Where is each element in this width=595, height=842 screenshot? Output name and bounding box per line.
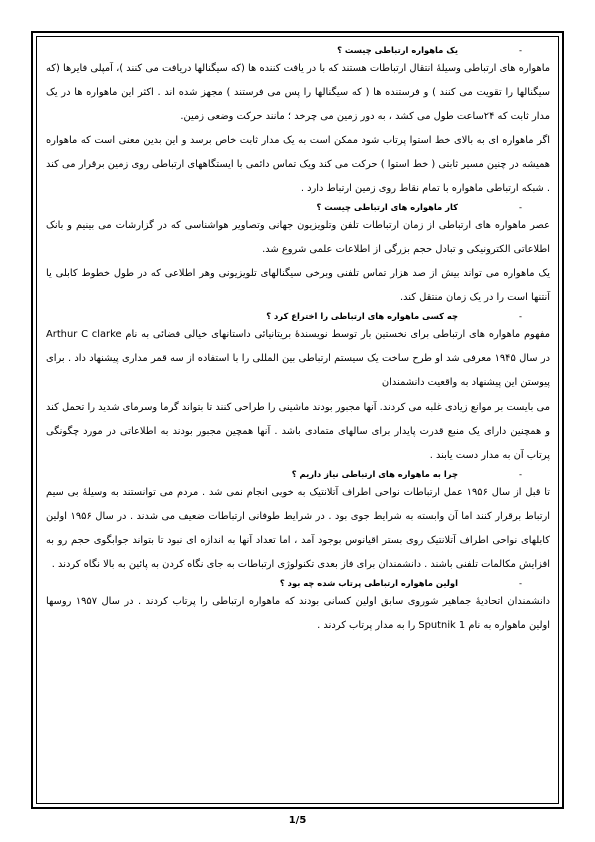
heading-text: چرا به ماهواره های ارتباطی نیاز داریم ؟: [291, 469, 458, 479]
heading-text: کار ماهواره های ارتباطی چیست ؟: [316, 202, 458, 212]
heading-bullet: -: [518, 45, 522, 55]
paragraph: یک ماهواره می تواند بیش از صد هزار تماس تلفنی وبرخی سیگنالهای تلویزیونی وهر اطلاعی که در طول خطوط کابلی یا آنتنها است را در یک زمان منتقل کند.: [46, 268, 550, 303]
paragraph: ماهواره های ارتباطی وسیلهٔ انتقال ارتباطات هستند که با در یافت کننده ها (که سیگنالها دریافت می کنند )، آمپلی فایرها (که سیگنالها را تقویت می کنند ) و فرستنده ها ( که سیگنالها را پس می فرستند ) مجهز شده اند . اکثر این ماهواره ها در یک مدار ثابت که ۲۴ساعت طول می کشد ، به دور زمین می چرخد ؛ مانند حرکت وضعی زمین.: [46, 63, 550, 122]
section-heading: [46, 44, 550, 57]
heading-bullet: -: [518, 202, 522, 212]
section-heading: [46, 577, 550, 590]
paragraph: دانشمندان اتحادیهٔ جماهیر شوروی سابق اولین کسانی بودند که ماهواره ارتباطی را پرتاب کردند . در سال ۱۹۵۷ روسها اولین ماهواره به نام Sputnik 1 را به مدار پرتاب کردند .: [46, 596, 550, 631]
paragraph: اگر ماهواره ای به بالای خط استوا پرتاب شود ممکن است به یک مدار ثابت خاص برسد و این بدین معنی است که ماهواره همیشه در چنین مسیر ثابتی ( خط استوا ) حرکت می کند ویک تماس دائمی با ایستگاههای ارتباطی روی زمین برقرار می کند . شبکه ارتباطی ماهواره با تمام نقاط روی زمین ارتباط دارد .: [46, 135, 550, 194]
section-heading: [46, 468, 550, 481]
paragraph: مفهوم ماهواره های ارتباطی برای نخستین بار توسط نویسندهٔ بریتانیائی داستانهای خیالی فضائی به نام Arthur C clarke در سال ۱۹۴۵ معرفی شد او طرح ساخت یک سیستم ارتباطی بین المللی را با استفاده از سه قمر مداری پیشنهاد داد . برای پیوستن این پیشنهاد به واقعیت دانشمندان: [46, 329, 550, 388]
page-number: 1/5: [288, 815, 307, 826]
paragraph: تا قبل از سال ۱۹۵۶ عمل ارتباطات نواحی اطراف آتلانتیک به خوبی انجام نمی شد . مردم می توانستند به وسیلهٔ بی سیم ارتباط برقرار کنند اما آن وابسته به شرایط جوی بود . در شرایط طوفانی ارتباطات ضعیف می شدند . در سال ۱۹۵۶ اولین کابلهای نواحی اطراف آتلانتیک روی بستر اقیانوس بوجود آمد ، اما تعداد آنها به اندازه ای نبود تا بتواند جوابگوی حجم رو به افزایش مکالمات تلفنی باشند . دانشمندان برای فاز بعدی تکنولوژی ارتباطات به جای نگاه کردن به پائین به بالا نگاه کردند .: [46, 487, 550, 570]
heading-text: یک ماهواره ارتباطی چیست ؟: [337, 45, 458, 55]
section-heading: [46, 310, 550, 323]
heading-text: چه کسی ماهواره های ارتباطی را اختراع کرد ؟: [266, 311, 458, 321]
section-heading: [46, 201, 550, 214]
paragraph: عصر ماهواره های ارتباطی از زمان ارتباطات تلفن وتلویزیون جهانی وتصاویر هواشناسی که در گزارشات می بینیم و بانک اطلاعاتی الکترونیکی و تبادل حجم بزرگی از اطلاعات علمی شروع شد.: [46, 220, 550, 255]
paragraph: می بایست بر موانع زیادی غلبه می کردند. آنها مجبور بودند ماشینی را طراحی کنند تا بتواند گرما وسرمای شدید را تحمل کند و همچنین دارای یک منبع قدرت پایدار برای سالهای متمادی باشد . آنها همچین مجبور بودند به اطلاعاتی در مورد چگونگی پرتاب آن به مدار دست یابند .: [46, 402, 550, 461]
heading-bullet: -: [518, 311, 522, 321]
document-body: [46, 44, 550, 638]
heading-bullet: -: [518, 469, 522, 479]
heading-bullet: -: [518, 578, 522, 588]
heading-text: اولین ماهواره ارتباطی پرتاب شده چه بود ؟: [279, 578, 458, 588]
